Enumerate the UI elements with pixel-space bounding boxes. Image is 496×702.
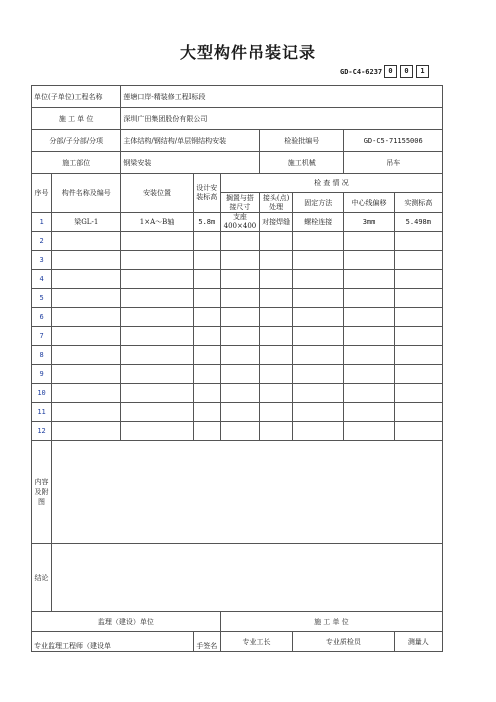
contractor-label: 施 工 单 位 [32, 108, 121, 130]
row-joint [260, 232, 293, 251]
row-offset [344, 327, 394, 346]
header-seq: 序号 [32, 174, 52, 213]
header-joint: 接头(点)处理 [260, 193, 293, 213]
row-seq: 9 [32, 365, 52, 384]
header-fixing: 固定方法 [293, 193, 344, 213]
row-offset [344, 308, 394, 327]
row-name [52, 346, 121, 365]
row-support [220, 251, 259, 270]
row-support [220, 270, 259, 289]
row-measured [394, 403, 442, 422]
row-offset [344, 251, 394, 270]
row-elevation [193, 327, 220, 346]
row-support [220, 327, 259, 346]
division-label: 分部/子分部/分项 [32, 130, 121, 152]
row-fixing [293, 422, 344, 441]
row-measured: 5.498m [394, 213, 442, 232]
row-elevation [193, 365, 220, 384]
row-fixing [293, 384, 344, 403]
row-elevation [193, 251, 220, 270]
row-position [121, 365, 193, 384]
part-value: 钢梁安装 [121, 152, 260, 174]
surveyor-label: 测量人 [394, 632, 442, 652]
supervisor-engineer-label: 专业监理工程师（建设单 [32, 632, 194, 652]
row-offset [344, 384, 394, 403]
row-name [52, 270, 121, 289]
header-support: 搁置与搭接尺寸 [220, 193, 259, 213]
row-fixing: 螺栓连接 [293, 213, 344, 232]
row-seq: 11 [32, 403, 52, 422]
row-name [52, 308, 121, 327]
row-position [121, 232, 193, 251]
row-fixing [293, 308, 344, 327]
row-support [220, 232, 259, 251]
table-row [32, 384, 443, 403]
table-row [32, 327, 443, 346]
row-position [121, 270, 193, 289]
row-joint: 对接焊缝 [260, 213, 293, 232]
row-support [220, 289, 259, 308]
row-seq: 8 [32, 346, 52, 365]
row-position: 1×A～B轴 [121, 213, 193, 232]
header-position: 安装位置 [121, 174, 193, 213]
row-elevation [193, 422, 220, 441]
machine-label: 施工机械 [260, 152, 344, 174]
table-row [32, 346, 443, 365]
row-fixing [293, 270, 344, 289]
batch-value: GD-C5-71155006 [344, 130, 443, 152]
project-label: 单位(子单位)工程名称 [32, 86, 121, 108]
table-row [32, 232, 443, 251]
qc-label: 专业质检员 [293, 632, 394, 652]
row-fixing [293, 251, 344, 270]
row-seq: 3 [32, 251, 52, 270]
row-measured [394, 346, 442, 365]
row-fixing [293, 365, 344, 384]
machine-value: 吊车 [344, 152, 443, 174]
row-support [220, 365, 259, 384]
header-name: 构件名称及编号 [52, 174, 121, 213]
serial-digit-3: 1 [416, 65, 429, 78]
supervision-unit-label: 监理（建设）单位 [32, 612, 221, 632]
row-joint [260, 270, 293, 289]
row-position [121, 308, 193, 327]
table-row [32, 422, 443, 441]
row-name [52, 365, 121, 384]
row-support [220, 308, 259, 327]
header-elevation: 设计安装标高 [193, 174, 220, 213]
row-measured [394, 232, 442, 251]
row-seq: 1 [32, 213, 52, 232]
row-elevation [193, 289, 220, 308]
row-position [121, 346, 193, 365]
row-elevation: 5.8m [193, 213, 220, 232]
table-row [32, 365, 443, 384]
serial-boxes [384, 65, 432, 78]
conclusion-label: 结论 [32, 544, 52, 612]
row-name [52, 232, 121, 251]
row-joint [260, 384, 293, 403]
row-offset [344, 403, 394, 422]
row-position [121, 384, 193, 403]
table-row [32, 289, 443, 308]
row-measured [394, 289, 442, 308]
row-joint [260, 289, 293, 308]
row-elevation [193, 232, 220, 251]
row-position [121, 289, 193, 308]
foreman-label: 专业工长 [220, 632, 292, 652]
row-position [121, 251, 193, 270]
row-support [220, 403, 259, 422]
header-measured: 实测标高 [394, 193, 442, 213]
table-row [32, 251, 443, 270]
contractor-value: 深圳广田集团股份有限公司 [121, 108, 443, 130]
row-offset [344, 422, 394, 441]
table-row [32, 308, 443, 327]
row-offset [344, 346, 394, 365]
row-elevation [193, 308, 220, 327]
row-name [52, 422, 121, 441]
row-seq: 7 [32, 327, 52, 346]
row-seq: 5 [32, 289, 52, 308]
form-code: GD-C4-6237 [340, 68, 383, 76]
page-title: 大型构件吊装记录 [179, 43, 316, 62]
row-position [121, 403, 193, 422]
part-label: 施工部位 [32, 152, 121, 174]
row-measured [394, 308, 442, 327]
row-joint [260, 251, 293, 270]
row-position [121, 327, 193, 346]
row-fixing [293, 327, 344, 346]
row-joint [260, 327, 293, 346]
construction-unit-label: 施 工 单 位 [220, 612, 442, 632]
record-table [31, 85, 443, 652]
row-elevation [193, 346, 220, 365]
row-name [52, 327, 121, 346]
row-offset [344, 232, 394, 251]
row-seq: 2 [32, 232, 52, 251]
serial-digit-2: 0 [400, 65, 413, 78]
table-row [32, 213, 443, 232]
row-measured [394, 365, 442, 384]
row-elevation [193, 270, 220, 289]
row-name: 梁GL-1 [52, 213, 121, 232]
row-measured [394, 251, 442, 270]
row-name [52, 251, 121, 270]
row-position [121, 422, 193, 441]
row-elevation [193, 403, 220, 422]
row-seq: 4 [32, 270, 52, 289]
row-fixing [293, 346, 344, 365]
row-fixing [293, 289, 344, 308]
row-elevation [193, 384, 220, 403]
row-joint [260, 422, 293, 441]
row-measured [394, 422, 442, 441]
row-seq: 12 [32, 422, 52, 441]
row-joint [260, 308, 293, 327]
row-name [52, 289, 121, 308]
row-measured [394, 327, 442, 346]
row-support [220, 384, 259, 403]
row-offset [344, 289, 394, 308]
table-row [32, 403, 443, 422]
row-seq: 10 [32, 384, 52, 403]
batch-label: 检验批编号 [260, 130, 344, 152]
serial-digit-1: 0 [384, 65, 397, 78]
row-offset [344, 270, 394, 289]
row-name [52, 403, 121, 422]
row-fixing [293, 403, 344, 422]
row-joint [260, 365, 293, 384]
row-offset: 3mm [344, 213, 394, 232]
row-seq: 6 [32, 308, 52, 327]
row-support [220, 346, 259, 365]
content-value [52, 441, 443, 544]
row-name [52, 384, 121, 403]
row-measured [394, 270, 442, 289]
row-support [220, 422, 259, 441]
row-measured [394, 384, 442, 403]
row-support: 支座400×400 [220, 213, 259, 232]
row-fixing [293, 232, 344, 251]
division-value: 主体结构/钢结构/单层钢结构安装 [121, 130, 260, 152]
row-joint [260, 403, 293, 422]
table-row [32, 270, 443, 289]
signature-label: 手签名 [193, 632, 220, 652]
row-offset [344, 365, 394, 384]
row-joint [260, 346, 293, 365]
project-value: 莲塘口岸-精装修工程Ⅰ标段 [121, 86, 443, 108]
conclusion-value [52, 544, 443, 612]
header-inspection: 检 查 情 况 [220, 174, 442, 193]
header-offset: 中心线偏移 [344, 193, 394, 213]
content-label: 内容及附图 [32, 441, 52, 544]
